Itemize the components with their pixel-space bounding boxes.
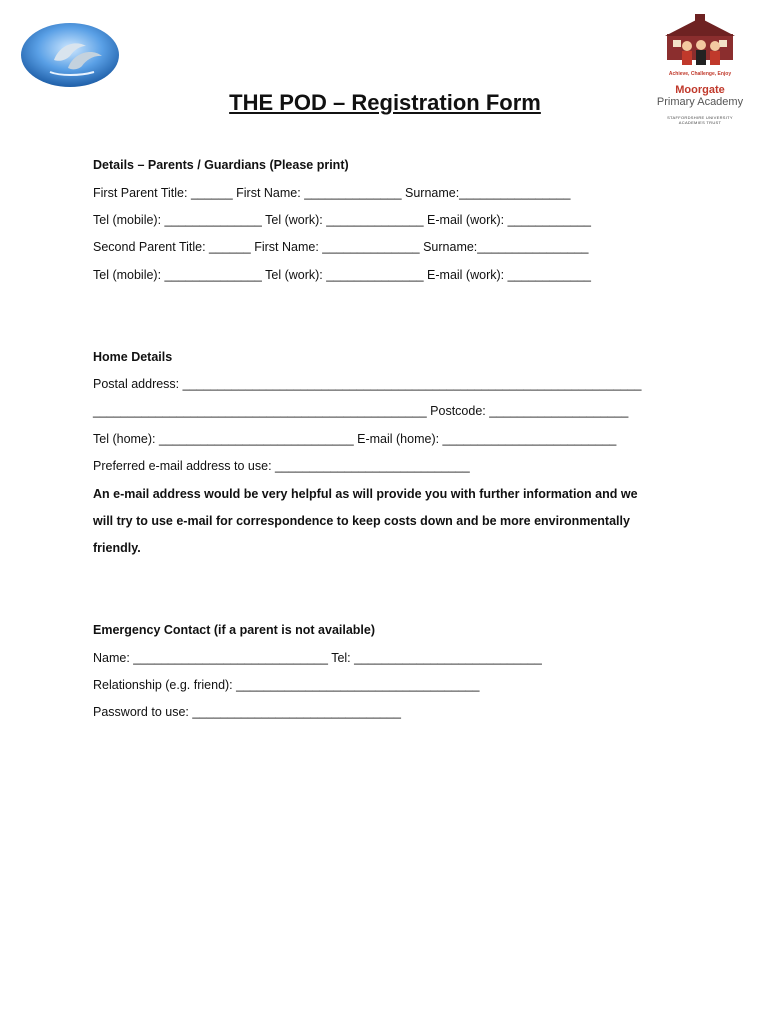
first-parent-line[interactable]: First Parent Title: ______ First Name: ______________ Surname:________________	[93, 186, 571, 200]
first-parent-contact-line[interactable]: Tel (mobile): ______________ Tel (work): ______________ E-mail (work): ____________	[93, 213, 592, 227]
emergency-relationship-line[interactable]: Relationship (e.g. friend): ___________________________________	[93, 678, 480, 692]
email-note-line-2: will try to use e-mail for correspondence to keep costs down and be more environmentally	[93, 514, 630, 528]
home-tel-email-line[interactable]: Tel (home): ____________________________ E-mail (home): _________________________	[93, 432, 617, 446]
postcode-line[interactable]: ________________________________________________ Postcode: ____________________	[93, 404, 629, 418]
emergency-password-line[interactable]: Password to use: ______________________________	[93, 705, 401, 719]
parents-heading: Details – Parents / Guardians (Please print)	[93, 158, 349, 172]
second-parent-line[interactable]: Second Parent Title: ______ First Name: ______________ Surname:________________	[93, 240, 589, 254]
school-subtitle: Primary Academy	[656, 96, 744, 108]
email-note-line-3: friendly.	[93, 541, 141, 555]
school-name: Moorgate	[675, 84, 725, 96]
school-building-icon	[661, 14, 739, 68]
email-note-line-1: An e-mail address would be very helpful as will provide you with further information and we	[93, 487, 638, 501]
dolphin-logo	[20, 22, 120, 88]
preferred-email-line[interactable]: Preferred e-mail address to use: ____________________________	[93, 459, 470, 473]
school-trust: STAFFORDSHIRE UNIVERSITY ACADEMIES TRUST	[667, 115, 733, 125]
emergency-heading: Emergency Contact (if a parent is not available)	[93, 623, 376, 637]
second-parent-contact-line[interactable]: Tel (mobile): ______________ Tel (work): ______________ E-mail (work): ____________	[93, 268, 592, 282]
school-motto: Achieve, Challenge, Enjoy	[668, 71, 732, 77]
emergency-name-tel-line[interactable]: Name: ____________________________ Tel: ___________________________	[93, 651, 542, 665]
postal-address-line[interactable]: Postal address: __________________________________________________________________	[93, 377, 642, 391]
home-heading: Home Details	[93, 350, 173, 364]
form-title: THE POD – Registration Form	[229, 90, 541, 115]
